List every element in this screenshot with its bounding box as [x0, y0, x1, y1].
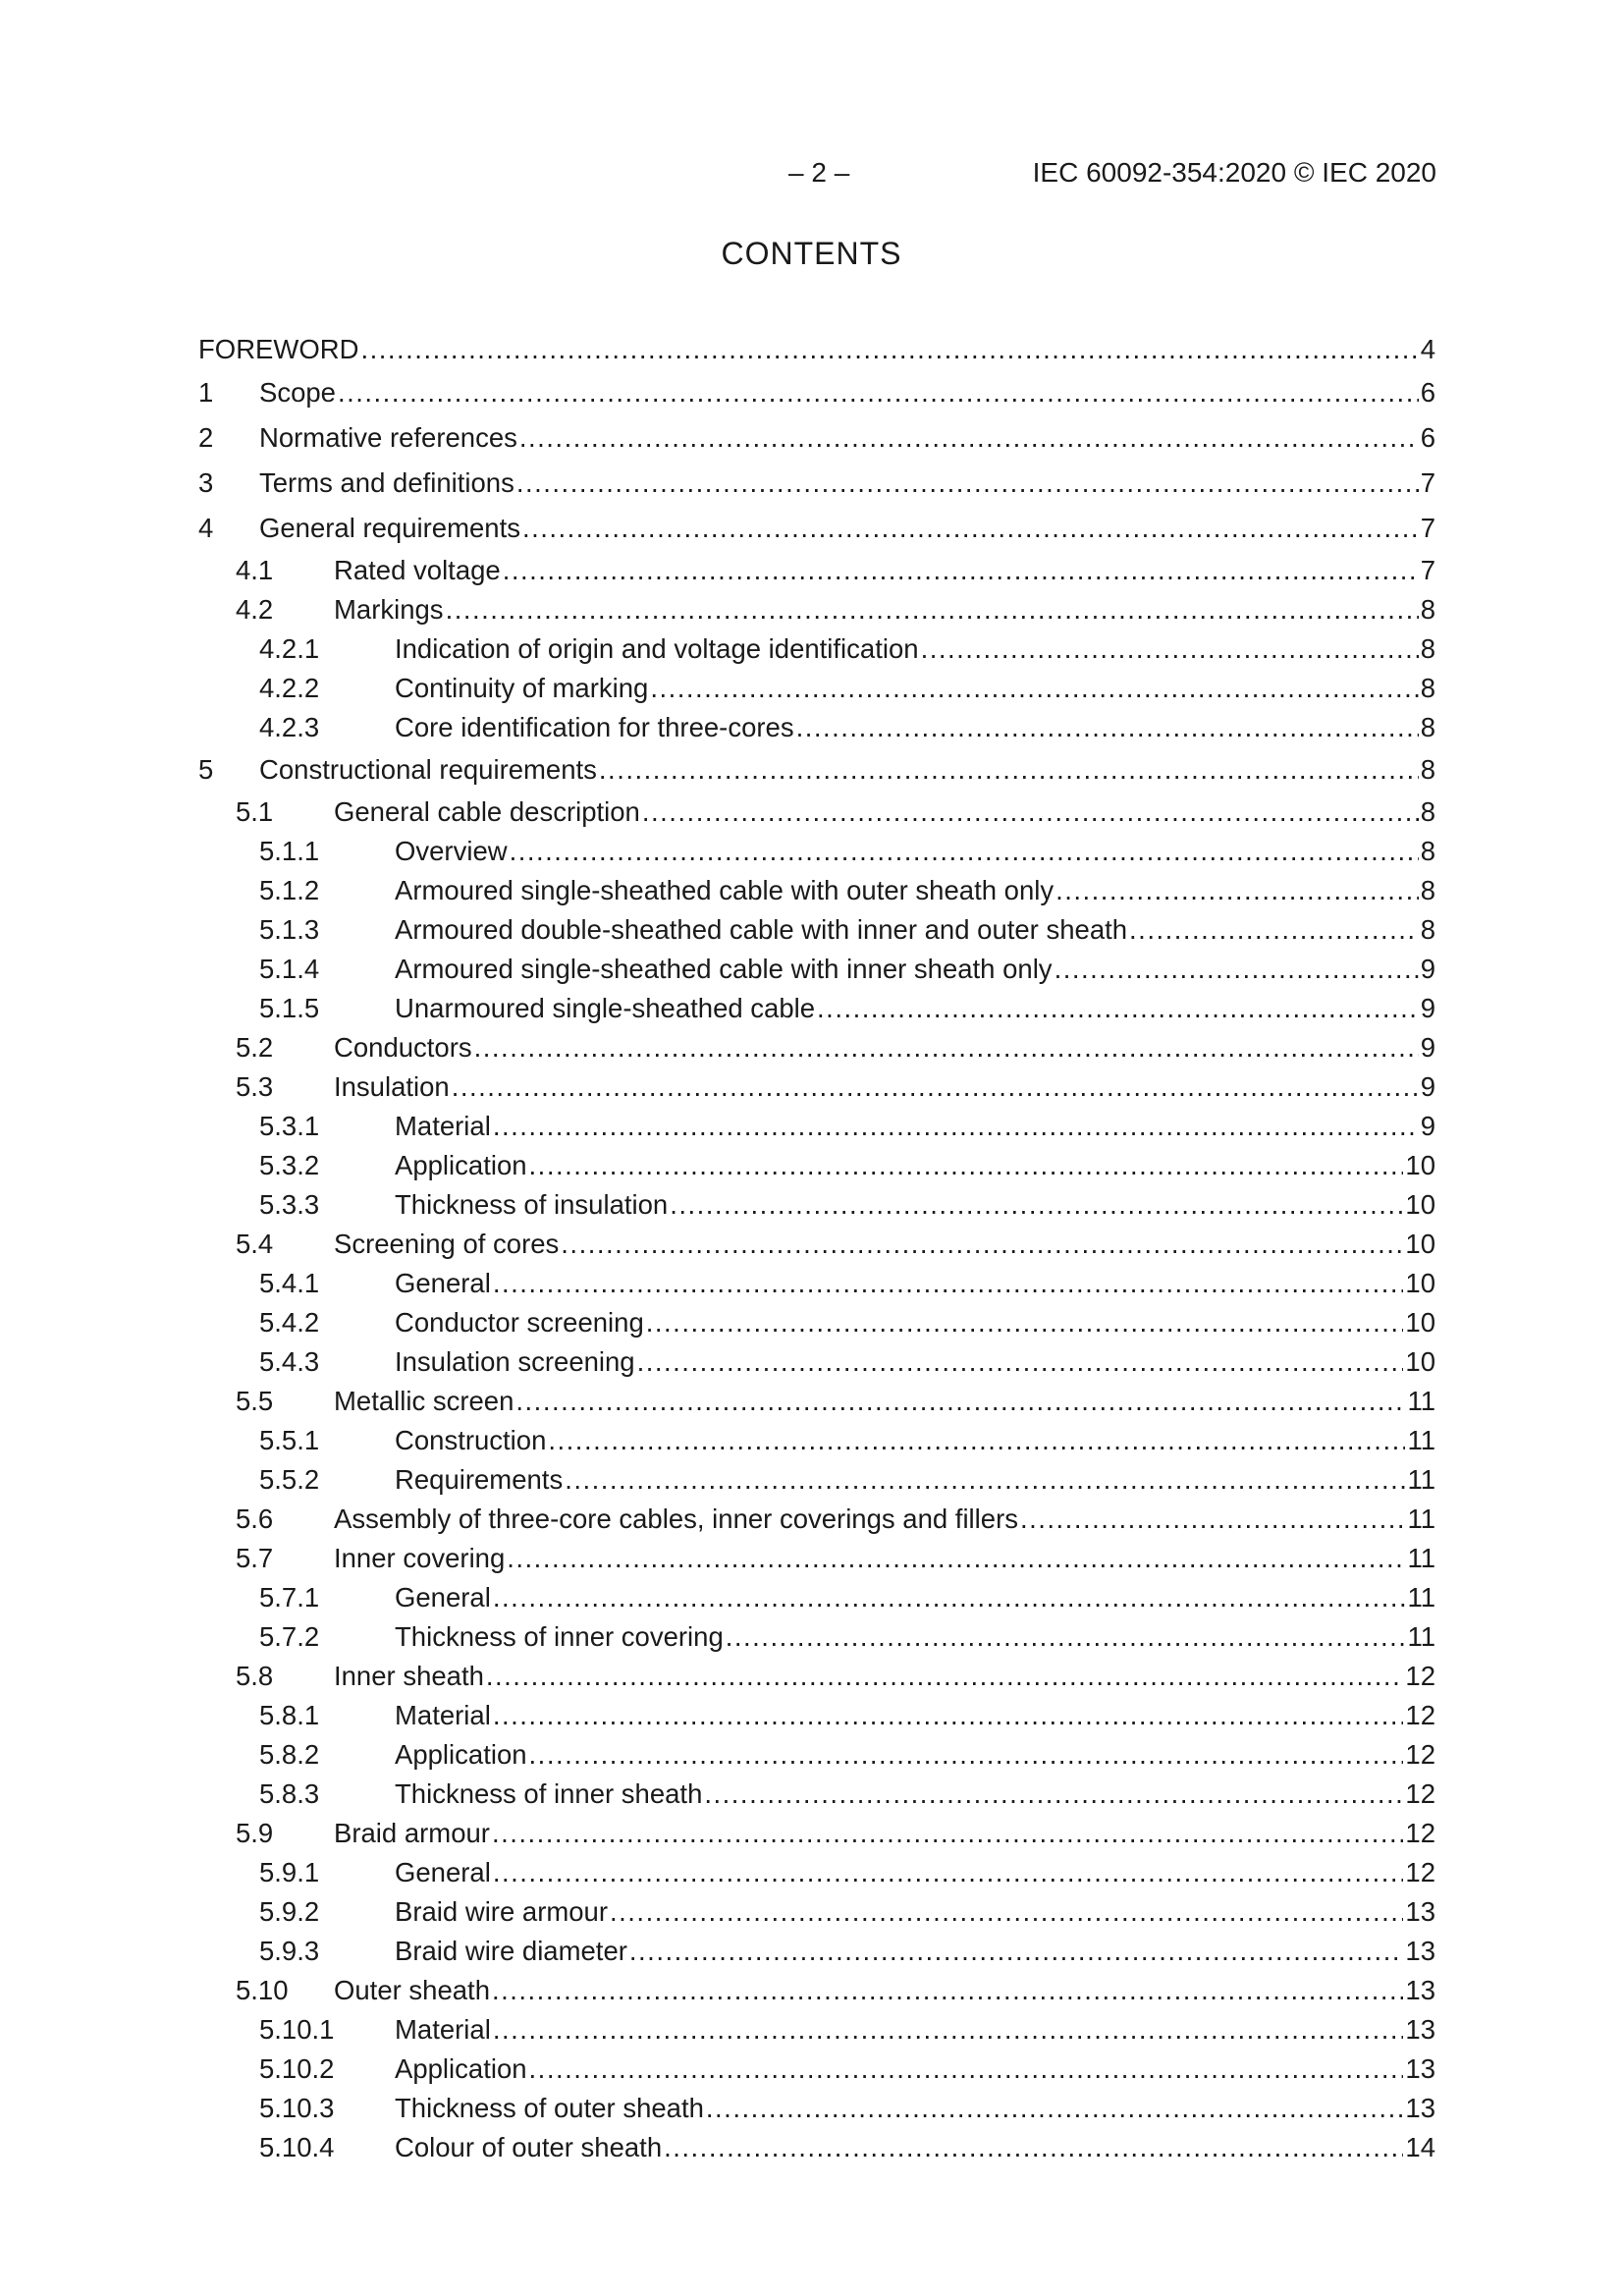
toc-entry[interactable]: [198, 1932, 1435, 1971]
toc-entry-number: 4.2.2: [259, 673, 320, 703]
dot-leader: [629, 1932, 1404, 1971]
dot-leader: [492, 1971, 1403, 2010]
toc-entry-title: Braid wire armour: [395, 1896, 609, 1927]
dot-leader: [1129, 910, 1419, 950]
toc-entry-page: 9: [1420, 993, 1435, 1023]
toc-entry[interactable]: [198, 1500, 1435, 1539]
toc-entry-title: General: [395, 1582, 491, 1613]
dot-leader: [493, 1696, 1404, 1735]
toc-entry-page: 7: [1420, 467, 1435, 498]
dot-leader: [493, 1107, 1419, 1146]
toc-entry-number: 4.2.1: [259, 633, 320, 664]
toc-entry-page: 8: [1420, 796, 1435, 827]
toc-entry-title: Insulation screening: [395, 1346, 635, 1377]
toc-entry[interactable]: [198, 832, 1435, 871]
toc-entry-title: Unarmoured single-sheathed cable: [395, 993, 816, 1023]
dot-leader: [706, 2089, 1404, 2128]
toc-entry[interactable]: [198, 747, 1435, 793]
page-header: [0, 157, 1623, 196]
dot-leader: [650, 669, 1418, 708]
toc-entry-page: 12: [1405, 1700, 1435, 1730]
toc-entry[interactable]: [198, 2128, 1435, 2167]
toc-entry-number: 5.4.2: [259, 1307, 320, 1338]
toc-entry-number: 5.10.2: [259, 2053, 335, 2084]
toc-entry[interactable]: [198, 1342, 1435, 1382]
dot-leader: [522, 506, 1419, 551]
toc-entry-title: Application: [395, 1739, 527, 1770]
toc-entry-number: 5.3.1: [259, 1111, 320, 1141]
toc-entry-page: 11: [1407, 1543, 1435, 1573]
toc-entry[interactable]: [198, 793, 1435, 832]
toc-entry[interactable]: [198, 1185, 1435, 1225]
toc-entry-title: Markings: [334, 594, 444, 625]
toc-entry-page: 10: [1405, 1346, 1435, 1377]
dot-leader: [486, 1657, 1404, 1696]
dot-leader: [1055, 950, 1419, 989]
toc-entry[interactable]: [198, 1971, 1435, 2010]
toc-entry[interactable]: [198, 1539, 1435, 1578]
toc-entry-number: 5.1.3: [259, 914, 320, 945]
toc-entry-page: 11: [1407, 1582, 1435, 1613]
toc-entry-title: Thickness of outer sheath: [395, 2093, 704, 2123]
toc-entry-page: 8: [1420, 754, 1435, 785]
dot-leader: [493, 1853, 1404, 1892]
toc-entry[interactable]: [198, 1303, 1435, 1342]
toc-entry-title: General: [395, 1857, 491, 1887]
toc-entry[interactable]: [198, 708, 1435, 747]
dot-leader: [493, 2010, 1404, 2050]
toc-entry-page: 11: [1407, 1503, 1435, 1534]
toc-entry-page: 10: [1405, 1229, 1435, 1259]
toc-entry-number: 5.3: [236, 1071, 274, 1102]
toc-entry-number: 4.2: [236, 594, 274, 625]
toc-entry[interactable]: [198, 629, 1435, 669]
toc-entry-page: 13: [1405, 2093, 1435, 2123]
toc-entry-title: Screening of cores: [334, 1229, 560, 1259]
toc-entry-title: Insulation: [334, 1071, 450, 1102]
toc-entry-title: General cable description: [334, 796, 640, 827]
toc-entry[interactable]: [198, 461, 1435, 506]
toc-entry-number: 5.10.1: [259, 2014, 335, 2045]
toc-entry-page: 11: [1407, 1621, 1435, 1652]
toc-entry[interactable]: [198, 590, 1435, 629]
toc-entry-title: Inner sheath: [334, 1661, 484, 1691]
toc-entry[interactable]: [198, 1578, 1435, 1617]
toc-entry-number: 5.1: [236, 796, 274, 827]
toc-entry[interactable]: [198, 1028, 1435, 1067]
toc-entry-page: 8: [1420, 836, 1435, 866]
dot-leader: [796, 708, 1419, 747]
toc-entry-number: 5.6: [236, 1503, 274, 1534]
toc-entry-page: 13: [1405, 1936, 1435, 1966]
toc-entry-page: 12: [1405, 1778, 1435, 1809]
table-of-contents: [198, 327, 1435, 2167]
toc-entry-title: Material: [395, 2014, 491, 2045]
dot-leader: [664, 2128, 1403, 2167]
toc-entry-page: 13: [1405, 1975, 1435, 2005]
toc-entry-number: 5.9.3: [259, 1936, 320, 1966]
toc-entry-page: 7: [1420, 513, 1435, 543]
toc-entry-number: 5.7.1: [259, 1582, 320, 1613]
toc-entry-title: Material: [395, 1111, 491, 1141]
toc-entry-page: 11: [1407, 1386, 1435, 1416]
toc-entry[interactable]: [198, 2050, 1435, 2089]
toc-entry[interactable]: [198, 1382, 1435, 1421]
toc-entry-number: 5.4.3: [259, 1346, 320, 1377]
dot-leader: [548, 1421, 1405, 1460]
toc-entry-title: Material: [395, 1700, 491, 1730]
toc-entry-number: 5.2: [236, 1032, 274, 1063]
toc-entry[interactable]: [198, 2010, 1435, 2050]
toc-entry[interactable]: [198, 669, 1435, 708]
toc-entry-page: 10: [1405, 1150, 1435, 1180]
toc-entry-page: 12: [1405, 1818, 1435, 1848]
toc-entry-number: 5.9.1: [259, 1857, 320, 1887]
toc-entry-title: Terms and definitions: [259, 467, 514, 498]
toc-entry-number: 4.2.3: [259, 712, 320, 742]
toc-entry-number: 5.9.2: [259, 1896, 320, 1927]
toc-entry-page: 6: [1420, 422, 1435, 453]
toc-entry-title: General: [395, 1268, 491, 1298]
toc-entry-title: Core identification for three-cores: [395, 712, 794, 742]
toc-entry-number: 3: [198, 467, 214, 498]
toc-entry-number: 5.10: [236, 1975, 289, 2005]
toc-entry[interactable]: [198, 370, 1435, 415]
toc-entry[interactable]: [198, 506, 1435, 551]
toc-entry-title: Metallic screen: [334, 1386, 514, 1416]
toc-entry-title: Outer sheath: [334, 1975, 490, 2005]
toc-entry-page: 8: [1420, 633, 1435, 664]
toc-entry[interactable]: [198, 1696, 1435, 1735]
toc-entry-number: 5.1.4: [259, 954, 320, 984]
dot-leader: [474, 1028, 1419, 1067]
dot-leader: [452, 1067, 1419, 1107]
toc-entry[interactable]: [198, 551, 1435, 590]
toc-entry-number: 5.9: [236, 1818, 274, 1848]
toc-entry-number: 5.8.2: [259, 1739, 320, 1770]
toc-entry[interactable]: [198, 1225, 1435, 1264]
toc-entry-page: 12: [1405, 1857, 1435, 1887]
toc-entry[interactable]: [198, 871, 1435, 910]
toc-entry[interactable]: [198, 1421, 1435, 1460]
toc-entry-page: 7: [1420, 555, 1435, 585]
toc-entry[interactable]: [198, 327, 1435, 370]
page-number: – 2 –: [788, 157, 850, 188]
toc-entry-number: 5.5.1: [259, 1425, 320, 1455]
toc-entry-title: Armoured single-sheathed cable with inner sheath only: [395, 954, 1053, 984]
dot-leader: [529, 2050, 1404, 2089]
dot-leader: [529, 1735, 1404, 1775]
toc-entry-title: Armoured single-sheathed cable with outer sheath only: [395, 875, 1055, 905]
toc-entry[interactable]: [198, 1617, 1435, 1657]
toc-entry-page: 13: [1405, 2053, 1435, 2084]
toc-entry-number: 5.8: [236, 1661, 274, 1691]
toc-entry-number: 5.5.2: [259, 1464, 320, 1495]
toc-entry[interactable]: [198, 1892, 1435, 1932]
toc-entry-title: Scope: [259, 377, 336, 408]
toc-entry[interactable]: [198, 1814, 1435, 1853]
toc-entry-title: General requirements: [259, 513, 520, 543]
toc-entry-title: Braid wire diameter: [395, 1936, 627, 1966]
toc-entry-title: Colour of outer sheath: [395, 2132, 663, 2162]
dot-leader: [507, 1539, 1405, 1578]
toc-entry-title: Normative references: [259, 422, 517, 453]
toc-entry-number: 5.7: [236, 1543, 274, 1573]
toc-entry-number: 5.7.2: [259, 1621, 320, 1652]
toc-entry-page: 9: [1420, 1111, 1435, 1141]
toc-entry-number: 5.10.4: [259, 2132, 335, 2162]
dot-leader: [817, 989, 1419, 1028]
toc-entry-title: Thickness of inner covering: [395, 1621, 724, 1652]
toc-entry-title: Thickness of inner sheath: [395, 1778, 703, 1809]
dot-leader: [610, 1892, 1403, 1932]
toc-entry[interactable]: [198, 2089, 1435, 2128]
toc-entry-title: Application: [395, 2053, 527, 2084]
dot-leader: [1020, 1500, 1405, 1539]
toc-entry[interactable]: [198, 950, 1435, 989]
toc-entry-page: 10: [1405, 1189, 1435, 1220]
toc-entry-page: 9: [1420, 954, 1435, 984]
dot-leader: [642, 793, 1419, 832]
dot-leader: [510, 832, 1419, 871]
dot-leader: [646, 1303, 1404, 1342]
toc-entry-page: 12: [1405, 1661, 1435, 1691]
toc-entry-number: 4: [198, 513, 214, 543]
toc-entry-number: 5: [198, 754, 214, 785]
dot-leader: [1055, 871, 1419, 910]
toc-entry-page: 4: [1420, 334, 1435, 364]
toc-entry[interactable]: [198, 989, 1435, 1028]
toc-entry-title: Continuity of marking: [395, 673, 649, 703]
dot-leader: [516, 461, 1419, 506]
dot-leader: [519, 415, 1419, 461]
dot-leader: [515, 1382, 1405, 1421]
toc-entry-page: 6: [1420, 377, 1435, 408]
toc-entry-number: 5.1.2: [259, 875, 320, 905]
toc-entry-page: 8: [1420, 875, 1435, 905]
toc-entry[interactable]: [198, 1264, 1435, 1303]
toc-entry[interactable]: [198, 1735, 1435, 1775]
dot-leader: [921, 629, 1419, 669]
toc-entry[interactable]: [198, 415, 1435, 461]
toc-entry-number: 5.8.1: [259, 1700, 320, 1730]
toc-entry-number: 5.10.3: [259, 2093, 335, 2123]
dot-leader: [360, 327, 1418, 372]
toc-entry[interactable]: [198, 1657, 1435, 1696]
contents-title: CONTENTS: [721, 236, 902, 271]
dot-leader: [338, 370, 1419, 415]
dot-leader: [561, 1225, 1403, 1264]
toc-entry-page: 11: [1407, 1464, 1435, 1495]
dot-leader: [446, 590, 1419, 629]
toc-entry[interactable]: [198, 910, 1435, 950]
toc-entry-title: Inner covering: [334, 1543, 506, 1573]
dot-leader: [493, 1264, 1404, 1303]
toc-entry-page: 8: [1420, 914, 1435, 945]
toc-entry-page: 12: [1405, 1739, 1435, 1770]
toc-entry-page: 9: [1420, 1032, 1435, 1063]
dot-leader: [704, 1775, 1403, 1814]
toc-entry[interactable]: [198, 1460, 1435, 1500]
dot-leader: [637, 1342, 1404, 1382]
toc-entry[interactable]: [198, 1146, 1435, 1185]
dot-leader: [493, 1578, 1406, 1617]
dot-leader: [503, 551, 1419, 590]
toc-entry-title: FOREWORD: [198, 334, 359, 364]
toc-entry-number: 1: [198, 377, 214, 408]
toc-entry-title: Construction: [395, 1425, 547, 1455]
toc-entry-page: 13: [1405, 2014, 1435, 2045]
toc-entry-title: Overview: [395, 836, 508, 866]
toc-entry-title: Braid armour: [334, 1818, 490, 1848]
toc-entry[interactable]: [198, 1067, 1435, 1107]
toc-entry-title: Thickness of insulation: [395, 1189, 669, 1220]
dot-leader: [565, 1460, 1405, 1500]
toc-entry-title: Conductor screening: [395, 1307, 644, 1338]
toc-entry-page: 9: [1420, 1071, 1435, 1102]
toc-entry[interactable]: [198, 1107, 1435, 1146]
toc-entry-number: 5.5: [236, 1386, 274, 1416]
dot-leader: [726, 1617, 1406, 1657]
toc-entry-number: 5.3.2: [259, 1150, 320, 1180]
toc-entry-number: 2: [198, 422, 214, 453]
toc-entry-page: 10: [1405, 1307, 1435, 1338]
toc-entry-title: Application: [395, 1150, 527, 1180]
toc-entry-title: Armoured double-sheathed cable with inner and outer sheath: [395, 914, 1128, 945]
dot-leader: [529, 1146, 1404, 1185]
toc-entry[interactable]: [198, 1775, 1435, 1814]
toc-entry-number: 5.3.3: [259, 1189, 320, 1220]
toc-entry-number: 5.1.1: [259, 836, 320, 866]
toc-entry-page: 8: [1420, 673, 1435, 703]
toc-entry-title: Indication of origin and voltage identification: [395, 633, 919, 664]
toc-entry-title: Assembly of three-core cables, inner coverings and fillers: [334, 1503, 1018, 1534]
toc-entry[interactable]: [198, 1853, 1435, 1892]
toc-entry-page: 11: [1407, 1425, 1435, 1455]
toc-entry-title: Requirements: [395, 1464, 564, 1495]
toc-entry-title: Rated voltage: [334, 555, 501, 585]
document-identifier: IEC 60092-354:2020 © IEC 2020: [1032, 157, 1436, 188]
dot-leader: [599, 747, 1419, 793]
dot-leader: [492, 1814, 1403, 1853]
toc-entry-title: Conductors: [334, 1032, 472, 1063]
toc-entry-number: 4.1: [236, 555, 274, 585]
toc-entry-number: 5.1.5: [259, 993, 320, 1023]
toc-entry-number: 5.4: [236, 1229, 274, 1259]
dot-leader: [670, 1185, 1403, 1225]
toc-entry-number: 5.8.3: [259, 1778, 320, 1809]
toc-entry-number: 5.4.1: [259, 1268, 320, 1298]
toc-entry-title: Constructional requirements: [259, 754, 597, 785]
toc-entry-page: 10: [1405, 1268, 1435, 1298]
toc-entry-page: 14: [1405, 2132, 1435, 2162]
toc-entry-page: 8: [1420, 594, 1435, 625]
toc-entry-page: 8: [1420, 712, 1435, 742]
toc-entry-page: 13: [1405, 1896, 1435, 1927]
